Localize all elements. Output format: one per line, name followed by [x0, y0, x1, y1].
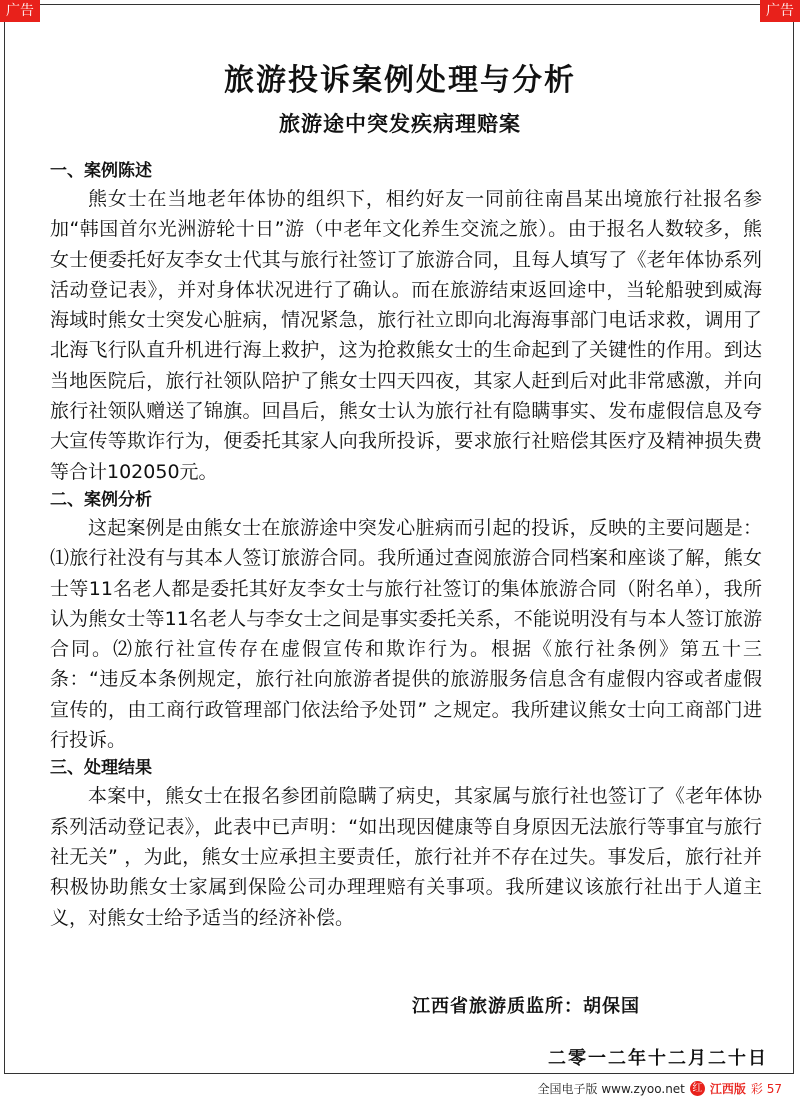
- section-text-statement: 熊女士在当地老年体协的组织下，相约好友一同前往南昌某出境旅行社报名参加“韩国首尔光洲游轮十日”游（中老年文化养生交流之旅）。由于报名人数较多，熊女士便委托好友李女士代其与旅行社签订了旅游合同，且每人填写了《老年体协系列活动登记表》，并对身体状况进行了确认。而在旅游结束返回途中，当轮船驶到威海海域时熊女士突发心脏病，情况紧急，旅行社立即向北海海事部门电话求救，调用了北海飞行队直升机进行海上救护，这为抢救熊女士的生命起到了关键性的作用。到达当地医院后，旅行社领队陪护了熊女士四天四夜，其家人赶到后对此非常感激，并向旅行社领队赠送了锦旗。回昌后，熊女士认为旅行社有隐瞒事实、发布虚假信息及夸大宣传等欺诈行为，便委托其家人向我所投诉，要求旅行社赔偿其医疗及精神损失费等合计102050元。: [50, 188, 762, 483]
- signature: 江西省旅游质监所：胡保国: [412, 996, 640, 1017]
- article-title: 旅游投诉案例处理与分析: [224, 63, 576, 98]
- ad-tag-right: 广告: [760, 0, 800, 22]
- ad-tag-left: 广告: [0, 0, 40, 22]
- edition-badge-icon: 红: [690, 1081, 705, 1096]
- section-text-analysis: 这起案例是由熊女士在旅游途中突发心脏病而引起的投诉，反映的主要问题是：⑴旅行社没有与其本人签订旅游合同。我所通过查阅旅游合同档案和座谈了解，熊女士等11名老人都是委托其好友李女士与旅行社签订的集体旅游合同（附名单），我所认为熊女士等11名老人与李女士之间是事实委托关系，不能说明没有与本人签订旅游合同。⑵旅行社宣传存在虚假宣传和欺诈行为。根据《旅行社条例》第五十三条：“违反本条例规定，旅行社向旅游者提供的旅游服务信息含有虚假内容或者虚假宣传的，由工商行政管理部门依法给予处罚” 之规定。我所建议熊女士向工商部门进行投诉。: [50, 516, 762, 752]
- article-date: 二零一二年十二月二十日: [548, 1048, 768, 1069]
- section-heading-statement: 一、案例陈述: [50, 161, 152, 181]
- article-body: [50, 158, 762, 933]
- footer-site-link[interactable]: 全国电子版 www.zyoo.net: [537, 1081, 685, 1096]
- section-heading-result: 三、处理结果: [50, 758, 152, 779]
- page-footer: [538, 1078, 782, 1098]
- edition-label: 江西版: [709, 1081, 746, 1096]
- page-number: 彩 57: [750, 1081, 782, 1096]
- section-text-result: 本案中，熊女士在报名参团前隐瞒了病史，其家属与旅行社也签订了《老年体协系列活动登记表》，此表中已声明：“如出现因健康等自身原因无法旅行等事宜与旅行社无关” ，为此，熊女士应承担主要责任，旅行社并不存在过失。事发后，旅行社并积极协助熊女士家属到保险公司办理理赔有关事项。我所建议该旅行社出于人道主义，对熊女士给予适当的经济补偿。: [50, 785, 762, 929]
- article-subtitle: 旅游途中突发疾病理赔案: [279, 112, 521, 136]
- section-heading-analysis: 二、案例分析: [50, 489, 152, 510]
